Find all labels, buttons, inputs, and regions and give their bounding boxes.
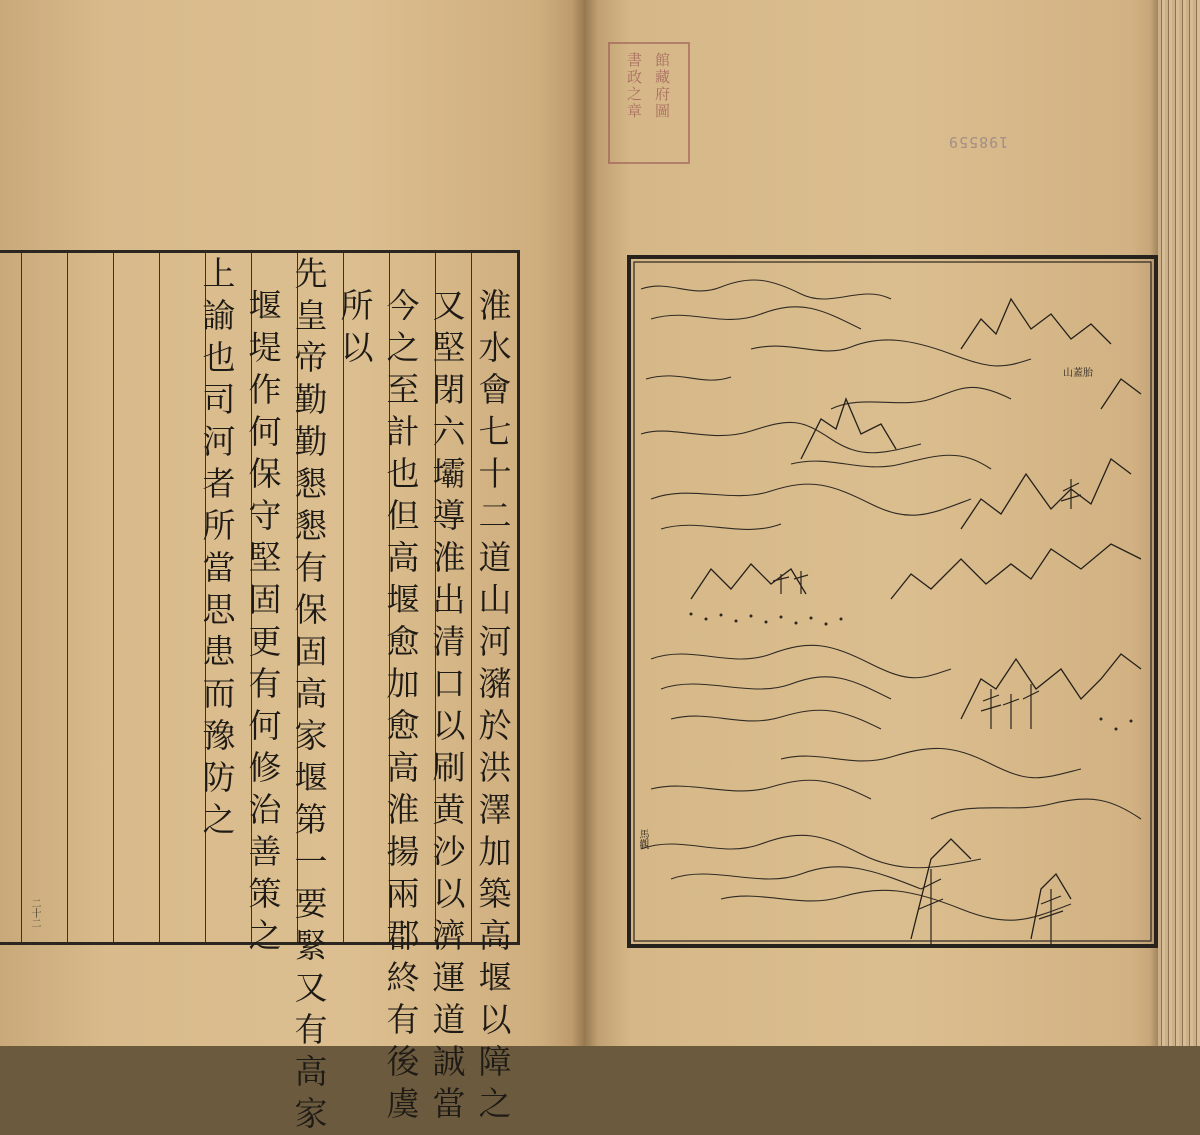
text-char: 淮 — [386, 790, 420, 829]
text-char: 濟 — [432, 916, 466, 955]
text-char: 山 — [478, 580, 512, 619]
text-char: 河 — [478, 622, 512, 661]
text-char: 瀦 — [478, 664, 512, 703]
column-rule — [113, 253, 114, 942]
text-char: 又 — [432, 286, 466, 325]
text-char: 有 — [294, 1010, 328, 1049]
text-char: 要 — [294, 884, 328, 923]
text-char: 於 — [478, 706, 512, 745]
text-char: 以 — [432, 706, 466, 745]
text-char: 固 — [294, 632, 328, 671]
text-char: 所 — [340, 286, 374, 325]
text-char: 也 — [386, 454, 420, 493]
gutter-shadow — [572, 0, 598, 1046]
text-char: 七 — [478, 412, 512, 451]
text-char: 患 — [202, 632, 236, 671]
text-char: 閉 — [432, 370, 466, 409]
text-char: 善 — [248, 832, 282, 871]
text-char: 也 — [202, 338, 236, 377]
text-column — [383, 285, 423, 1125]
text-char: 高 — [294, 674, 328, 713]
text-char: 揚 — [386, 832, 420, 871]
text-char: 二 — [478, 496, 512, 535]
text-char: 終 — [386, 958, 420, 997]
text-char: 河 — [202, 422, 236, 461]
text-char: 誠 — [432, 1042, 466, 1081]
place-label: 山蓋胎 — [1063, 368, 1093, 379]
text-char: 者 — [202, 464, 236, 503]
text-char: 懇 — [294, 464, 328, 503]
text-char: 堰 — [294, 758, 328, 797]
text-char: 緊 — [294, 926, 328, 965]
text-column — [199, 253, 239, 841]
text-char: 加 — [386, 664, 420, 703]
woodblock-print — [631, 259, 1154, 944]
text-char: 而 — [202, 674, 236, 713]
text-char: 皇 — [294, 296, 328, 335]
text-char: 之 — [202, 800, 236, 839]
text-char: 郡 — [386, 916, 420, 955]
text-char: 壩 — [432, 454, 466, 493]
text-char: 司 — [202, 380, 236, 419]
text-char: 淮 — [432, 538, 466, 577]
text-char: 之 — [386, 328, 420, 367]
text-char: 沙 — [432, 832, 466, 871]
text-column — [475, 285, 515, 1125]
text-char: 思 — [202, 590, 236, 629]
text-char: 至 — [386, 370, 420, 409]
text-char: 會 — [478, 370, 512, 409]
text-char: 堤 — [248, 328, 282, 367]
text-char: 水 — [478, 328, 512, 367]
text-char: 計 — [386, 412, 420, 451]
seal-text: 書政之章 — [625, 52, 643, 120]
text-char: 家 — [294, 1094, 328, 1133]
text-char: 道 — [478, 538, 512, 577]
text-char: 道 — [432, 1000, 466, 1039]
text-char: 口 — [432, 664, 466, 703]
text-char: 兩 — [386, 874, 420, 913]
column-rule — [67, 253, 68, 942]
text-char: 保 — [294, 590, 328, 629]
text-char: 勤 — [294, 422, 328, 461]
text-char: 高 — [386, 538, 420, 577]
text-char: 以 — [478, 1000, 512, 1039]
text-char: 以 — [432, 874, 466, 913]
text-char: 更 — [248, 622, 282, 661]
text-char: 虞 — [386, 1084, 420, 1123]
text-char: 澤 — [478, 790, 512, 829]
text-char: 高 — [478, 916, 512, 955]
column-rule — [159, 253, 160, 942]
text-char: 上 — [202, 254, 236, 293]
text-char: 高 — [386, 748, 420, 787]
text-char: 之 — [248, 916, 282, 955]
text-char: 勤 — [294, 380, 328, 419]
text-column — [337, 285, 377, 369]
text-char: 懇 — [294, 506, 328, 545]
text-char: 保 — [248, 454, 282, 493]
text-char: 堰 — [248, 286, 282, 325]
text-char: 諭 — [202, 296, 236, 335]
text-char: 刷 — [432, 748, 466, 787]
text-char: 堅 — [248, 538, 282, 577]
text-char: 帝 — [294, 338, 328, 377]
text-char: 導 — [432, 496, 466, 535]
stacked-page-edges — [1158, 0, 1200, 1046]
text-char: 作 — [248, 370, 282, 409]
text-char: 黄 — [432, 790, 466, 829]
text-char: 治 — [248, 790, 282, 829]
text-char: 高 — [294, 1052, 328, 1091]
left-page — [0, 0, 585, 1133]
text-char: 堅 — [432, 328, 466, 367]
text-column — [291, 253, 331, 1135]
text-char: 但 — [386, 496, 420, 535]
text-char: 有 — [248, 664, 282, 703]
text-char: 策 — [248, 874, 282, 913]
text-char: 後 — [386, 1042, 420, 1081]
text-char: 加 — [478, 832, 512, 871]
text-char: 洪 — [478, 748, 512, 787]
text-char: 之 — [478, 1084, 512, 1123]
text-char: 當 — [432, 1084, 466, 1123]
place-label: 馬觀 — [637, 829, 648, 849]
text-char: 修 — [248, 748, 282, 787]
folio-number: 二十二 — [29, 898, 40, 928]
text-char: 出 — [432, 580, 466, 619]
text-char: 築 — [478, 874, 512, 913]
text-char: 何 — [248, 412, 282, 451]
column-rule — [471, 253, 472, 942]
text-char: 堰 — [386, 580, 420, 619]
text-char: 有 — [294, 548, 328, 587]
text-char: 當 — [202, 548, 236, 587]
text-char: 家 — [294, 716, 328, 755]
text-char: 守 — [248, 496, 282, 535]
text-frame — [0, 250, 520, 1133]
text-char: 一 — [294, 842, 328, 881]
text-char: 愈 — [386, 706, 420, 745]
text-char: 何 — [248, 706, 282, 745]
text-column — [245, 285, 285, 957]
text-char: 以 — [340, 328, 374, 367]
landscape-illustration — [627, 255, 1158, 948]
library-seal — [608, 42, 690, 164]
text-char: 先 — [294, 254, 328, 293]
text-column — [429, 285, 469, 1125]
text-char: 有 — [386, 1000, 420, 1039]
text-char: 淮 — [478, 286, 512, 325]
acquisition-number: 198559 — [948, 133, 1009, 151]
text-char: 豫 — [202, 716, 236, 755]
text-char: 第 — [294, 800, 328, 839]
text-char: 障 — [478, 1042, 512, 1081]
text-char: 防 — [202, 758, 236, 797]
seal-text: 館藏府圖 — [653, 52, 671, 120]
text-char: 堰 — [478, 958, 512, 997]
text-char: 清 — [432, 622, 466, 661]
text-char: 運 — [432, 958, 466, 997]
text-char: 今 — [386, 286, 420, 325]
text-char: 愈 — [386, 622, 420, 661]
column-rule — [21, 253, 22, 942]
text-char: 十 — [478, 454, 512, 493]
text-char: 固 — [248, 580, 282, 619]
text-char: 所 — [202, 506, 236, 545]
text-char: 六 — [432, 412, 466, 451]
text-char: 又 — [294, 968, 328, 1007]
